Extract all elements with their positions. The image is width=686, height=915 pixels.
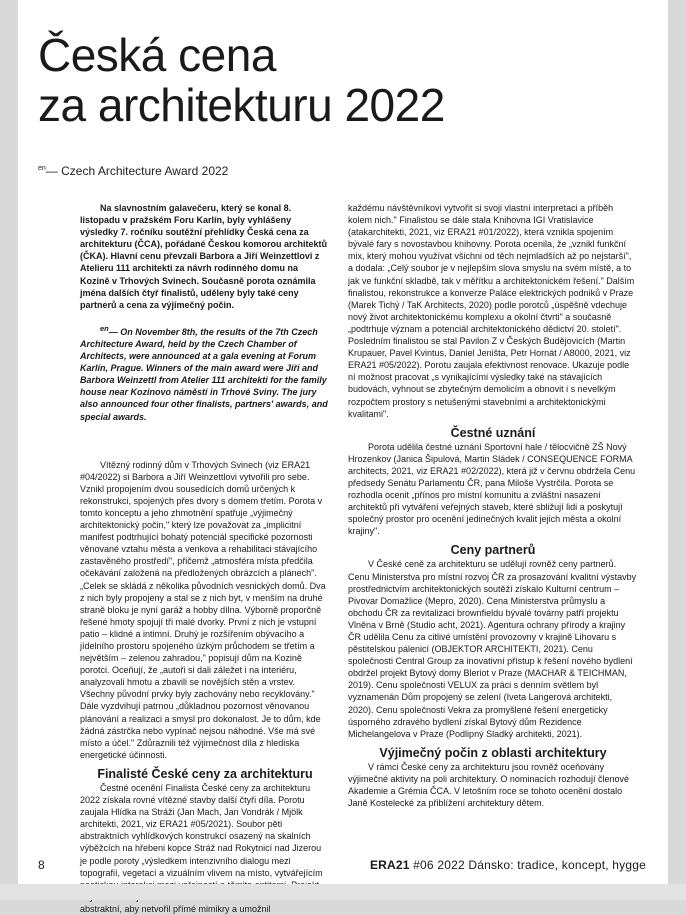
issue-label: #06 2022 Dánsko: tradice, koncept, hygge (413, 858, 646, 872)
body-paragraph-exceptional: V rámci České ceny za architekturu jsou rovněž oceňovány výjimečné aktivity na poli architektury. O nominacích rozhodují členové Akademie a Grémia ČCA. V letošním roce se tohoto ocenění dostalo Janě Kostelecké za přiblížení architektury dětem. (348, 761, 629, 809)
heading-partners: Ceny partnerů (450, 543, 536, 558)
heading-honorable-mention: Čestné uznání (450, 425, 536, 440)
magazine-page (18, 0, 668, 914)
magazine-name: ERA21 (369, 858, 410, 872)
english-summary (80, 323, 330, 423)
english-text: — On November 8th, the results of the 7th Czech Architecture Award, held by the Czech Chamber of Architects, were announced at a gala evening at Forum Karlín, Prague. Winners of the main award were Jiří and Barbora Weinzettl from Atelier 111 architekti for the family house near Kozinovo náměstí in Trhové Sviny. The jury also announced four other finalists, partners' awards, and special awards. (80, 326, 328, 422)
body-paragraph-winner: Vítězný rodinný dům v Trhových Svinech (viz ERA21 #04/2022) si Barbora a Jiří Weinzettlovi vytvořili pro sebe. Vznikl propojením dvou sousedících domů určených k rekonstrukci, spojených přes dvory s domem třetím. Porota v tomto konceptu a jeho zhmotnění spatřuje „výjimečný architektonický počin," který lze považovat za „implicitní manifest podtrhující bohatý potenciál specifické pozornosti věnované vztahu města a venkova a rehabilitaci stávajícího zastavěného prostředí", přičemž „atmosféra místa předčila očekávání založená na předložených obrázcích a plánech". „Celek se skládá z několika původních vesnických domů. Dva z nich byly propojeny a stal se z nich byt, v menším na druhé straně bloku je nyní garáž a hobby dílna. Výborně proporčně řešené hmoty spojují tři malé dvorky. První z nich je vstupní patio – klidné a intimní. Druhý je rozšířením obývacího a jídelního prostoru spojeného úzkým průchodem se třetím a největším – zelenou zahradou," popisují dům na Kozině porotci. Oceňují, že „autoři si dali záležet i na interiéru, analyzovali hmotu a zbavili se novějších stěn a vrstev. Všechny původní prvky byly zachovány nebo recyklovány." Dále vyzdvihují patrnou „důkladnou pozornost věnovanou plánování a realizaci a smysl pro dokonalost. Je to dům, kde žádná zástrčka nebo vypínač nejsou náhodné. Vše má své místo a účel." Zdůraznili též výjimečnost díla z hlediska energetické účinnosti. (80, 459, 326, 760)
english-marker: en (100, 323, 109, 333)
body-paragraph-finalists: Čestné ocenění Finalista České ceny za architekturu 2022 získala rovné vítězné stavby další čtyři díla. Porotu zaujala Hlídka na Stráži (Jan Mach, Jan Vondrák / Mjölk architekti, 2021, viz ERA21 #05/2021). Soubor pěti abstraktních vyhlídkových konstrukcí osazený na skalních výběžcích na hřebeni kopce Stráž nad Rokytnicí nad Jizerou je podle poroty „výsledkem intenzivního dialogu mezi topografií, vegetací a vizuálním vlivem na místo, vytvářejícím abstraktní, aby netvořil přímé mimikry a umožnil (80, 782, 323, 914)
right-column (348, 202, 638, 809)
heading-finalists: Finalisté České ceny za architekturu (97, 766, 313, 781)
page-number: 8 (38, 858, 45, 872)
body-paragraph-continued: každému návštěvníkovi vytvořit si svoji vlastní interpretaci a příběh kolem nich." Finalistou se dále stala Knihovna IGI Vratislavice (atakarchitekti, 2021, viz ERA21 #01/2022), která vznikla spojením bývalé fary s novostavbou knihovny. Porota ocenila, že „vznikl funkční mix, který mohou využívat všichni od těch nejmladších až po nejstarší", a dodala: „Celý soubor je v nejlepším slova smyslu na svém místě, a to jak ve funkční skladbě, tak v měřítku a architektonickém řešení." Dalším finalistou, rekonstrukce a konverze Paláce elektrických podniků v Praze (Marek Tichý / TaK Architects, 2020) podle porotců „úspěšně vdechuje nový život architektonickému komplexu a okolní čtvrti" a současně „podtrhuje význam a potenciál architektonického dědictví 20. století". Posledním finalistou se stal Pavilon Z v Českých Budějovicích (Martin Krupauer, Pavel Kvintus, Daniel Jeništa, Petr Hornát / A8000, 2021, viz ERA21 #05/2022). Porotu zaujala efektivnost renovace. Ukazuje podle ní možnost pracovat „s vynikajícími výsledky také na stávajících budovách, vyhnout se zbytečným demolicím a obnovit i s nevelkým rozpočtem prostory s netušenými stavebními a architektonickými kvalitami". (348, 203, 635, 419)
body-paragraph-partners: V České ceně za architekturu se udělují rovněž ceny partnerů. Cenu Ministerstva pro místní rozvoj ČR za prosazování kvalitní výstavby prostřednictvím architektonických soutěží získalo Kulturní centrum – Pivovar Domažlice (Mepro, 2020). Cena Ministerstva průmyslu a obchodu ČR za revitalizaci brownfieldu bývalé továrny patří projektu Vlněna v Brně (Studio acht, 2021). Agentura ochrany přírody a krajiny ČR udělila Cenu za citlivé umístění provozovny v krajině Lihovaru s pěstitelskou pálenicí (OBJEKTOR ARCHITEKTI, 2021). Cenu společnosti Central Group za inovativní přístup k řešení nového bydlení obdržel projekt Bytový domy Bleriot v Praze (MACHAR & TEICHMAN, 2019). Cenu společnosti VELUX za práci s denním světlem byl vyznamenán Dům propojený se zelení (Iveta Langerová architekti, 2020). Cenu společnosti Vekra za promyšlené řešení energeticky úsporného zdravého bydlení získal Bytový dům Rezidence Michelangelova v Praze (Podlipný Sladký architekti, 2021). (348, 559, 637, 739)
running-footer (370, 858, 646, 872)
left-column (80, 202, 330, 915)
article-title (38, 30, 638, 130)
lead-paragraph: Na slavnostním galavečeru, který se konal 8. listopadu v pražském Foru Karlín, byly vyhlášeny výsledky 7. ročníku soutěžní přehlídky Česká cena za architekturu (ČCA), pořádané Českou komorou architektů (ČKA). Hlavní cenu převzali Barbora a Jiří Weinzettlovi z Atelieru 111 architekti za návrh rodinného domu na Kozině v Trhových Svinech. Současně porota oznámila jména dalších čtyř finalistů, uděleny byly také ceny partnerů a cena za výjimečný počin. (80, 203, 328, 310)
language-marker: en (38, 165, 46, 172)
article-subtitle (38, 164, 228, 178)
title-line-1: Česká cena (38, 29, 276, 81)
page-bottom-margin (0, 884, 686, 900)
body-paragraph-honorable: Porota udělila čestné uznání Sportovní hale / tělocvičně ZŠ Nový Hrozenkov (Janica Šipulová, Martin Sládek / CONSEQUENCE FORMA architects, 2021, viz ERA21 #02/2022), která již v červnu obdržela Cenu předsedy Senátu Parlamentu ČR, pana Miloše Vystrčila. Porota se rozhodla ocenit „přínos pro místní komunitu a zvláštní nasazení architektů při vytváření veřejných staveb, které sbližují lidi a poskytují společný prostor pro ocenění jedinečných kvalit jejich města a okolní krajiny". (348, 441, 636, 537)
title-line-2: za architekturu 2022 (38, 79, 445, 131)
heading-exceptional: Výjimečný počin z oblasti architektury (379, 745, 607, 760)
subtitle-text: — Czech Architecture Award 2022 (45, 164, 229, 178)
